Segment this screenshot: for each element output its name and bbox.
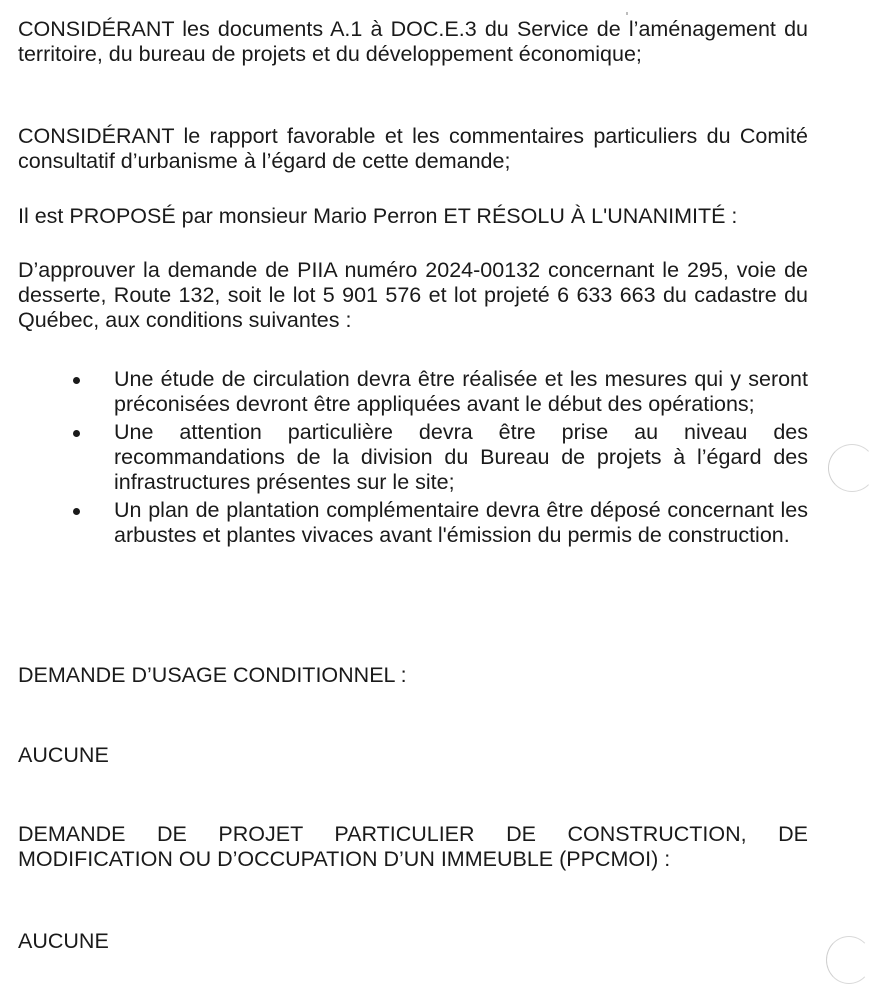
conditions-list xyxy=(18,367,808,551)
condition-text: Une attention particulière devra être prise au niveau des recommandations de la division du Bureau de projets à l’égard des infrastructures présentes sur le site; xyxy=(114,420,808,494)
punch-hole-mark xyxy=(828,444,876,492)
list-item xyxy=(18,420,808,495)
paragraph-considerant-rapport: CONSIDÉRANT le rapport favorable et les commentaires particuliers du Comité consultatif d’urbanisme à l’égard de cette demande; xyxy=(18,124,808,173)
condition-text: Une étude de circulation devra être réalisée et les mesures qui y seront préconisées devront être appliquées avant le début des opérations; xyxy=(114,367,808,416)
list-item xyxy=(18,498,808,548)
bullet-icon xyxy=(73,508,80,515)
usage-conditionnel-result: AUCUNE xyxy=(18,743,109,767)
punch-hole-mark xyxy=(826,936,872,984)
paragraph-approuver: D’approuver la demande de PIIA numéro 2024-00132 concernant le 295, voie de desserte, Route 132, soit le lot 5 901 576 et lot projeté 6 633 663 du cadastre du Québec, aux conditions suivantes : xyxy=(18,258,808,332)
heading-usage-conditionnel: DEMANDE D’USAGE CONDITIONNEL : xyxy=(18,663,407,687)
ppcmoi-result: AUCUNE xyxy=(18,929,109,953)
condition-text: Un plan de plantation complémentaire devra être déposé concernant les arbustes et plantes vivaces avant l'émission du permis de construction. xyxy=(114,498,808,547)
bullet-icon xyxy=(73,430,80,437)
paragraph-considerant-documents: CONSIDÉRANT les documents A.1 à DOC.E.3 du Service de l’aménagement du territoire, du bureau de projets et du développement économique; xyxy=(18,17,808,66)
heading-ppcmoi: DEMANDE DE PROJET PARTICULIER DE CONSTRUCTION, DE MODIFICATION OU D’OCCUPATION D’UN IMMEUBLE (PPCMOI) : xyxy=(18,822,808,871)
list-item xyxy=(18,367,808,417)
bullet-icon xyxy=(73,377,80,384)
paragraph-propose: Il est PROPOSÉ par monsieur Mario Perron ET RÉSOLU À L'UNANIMITÉ : xyxy=(18,204,738,228)
scan-speck xyxy=(626,12,628,15)
